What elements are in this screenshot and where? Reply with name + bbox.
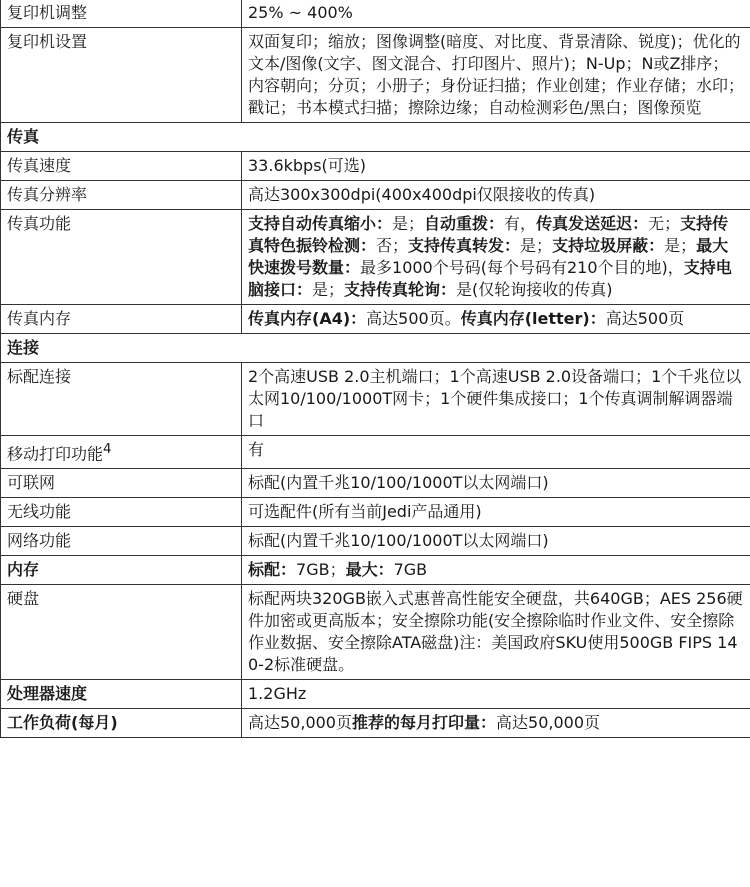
- row-label: 传真分辨率: [1, 181, 242, 210]
- row-label: 硬盘: [1, 585, 242, 680]
- feature-value: 是(仅轮询接收的传真): [456, 280, 613, 299]
- row-label: 传真内存: [1, 305, 242, 334]
- table-row: [1, 28, 750, 123]
- table-row: [1, 585, 750, 680]
- row-value: [242, 210, 750, 305]
- table-row: [1, 680, 750, 709]
- table-row: [1, 469, 750, 498]
- feature-key: 支持垃圾屏蔽：: [552, 236, 665, 255]
- section-title: 传真: [1, 123, 750, 152]
- row-value: 33.6kbps(可选): [242, 152, 750, 181]
- feature-key: 自动重拨：: [424, 214, 505, 233]
- memory-key: 传真内存(A4)：: [248, 309, 367, 328]
- table-row: [1, 305, 750, 334]
- row-label: [1, 436, 242, 469]
- table-row: [1, 709, 750, 738]
- label-text: 工作负荷(每月): [7, 713, 118, 733]
- row-label: 传真速度: [1, 152, 242, 181]
- feature-value: 是；: [664, 236, 697, 255]
- row-value: 1.2GHz: [242, 680, 750, 709]
- row-label: 复印机调整: [1, 0, 242, 28]
- memory-value: 7GB；: [296, 560, 346, 580]
- feature-key: 最大快速拨号数量：: [248, 236, 729, 277]
- row-value: [242, 709, 750, 738]
- feature-value: 是；: [312, 280, 345, 299]
- feature-value: 是；: [392, 214, 425, 233]
- table-row: [1, 436, 750, 469]
- section-header-fax: [1, 123, 750, 152]
- row-value: 可选配件(所有当前Jedi产品通用): [242, 498, 750, 527]
- row-value: 标配(内置千兆10/100/1000T以太网端口): [242, 527, 750, 556]
- section-header-connectivity: [1, 334, 750, 363]
- feature-value: 有，: [504, 214, 537, 233]
- memory-value: 高达500页。: [366, 309, 461, 328]
- memory-key: 标配：: [248, 560, 297, 580]
- memory-value: 7GB: [393, 560, 428, 580]
- label-text: 移动打印功能: [7, 444, 104, 464]
- duty-key: 推荐的每月打印量：: [352, 713, 497, 733]
- row-value: 标配两块320GB嵌入式惠普高性能安全硬盘，共640GB；AES 256硬件加密或更高版本；安全擦除功能(安全擦除临时作业文件、安全擦除作业数据、安全擦除ATA磁盘)注：美国政府SKU使用500GB FIPS 140-2标准硬盘。: [242, 585, 750, 680]
- memory-key: 最大：: [345, 560, 394, 580]
- feature-value: 最多1000个号码(每个号码有210个目的地)，: [360, 258, 684, 277]
- table-row: [1, 527, 750, 556]
- label-text: 处理器速度: [7, 684, 88, 704]
- table-row: [1, 210, 750, 305]
- row-label: 网络功能: [1, 527, 242, 556]
- row-value: 标配(内置千兆10/100/1000T以太网端口): [242, 469, 750, 498]
- memory-value: 高达500页: [605, 309, 685, 328]
- row-label: 传真功能: [1, 210, 242, 305]
- row-label: 可联网: [1, 469, 242, 498]
- row-value: 2个高速USB 2.0主机端口；1个高速USB 2.0设备端口；1个千兆位以太网10/100/1000T网卡；1个硬件集成接口；1个传真调制解调器端口: [242, 363, 750, 436]
- feature-value: 是；: [520, 236, 553, 255]
- row-label: 无线功能: [1, 498, 242, 527]
- footnote-marker: 4: [103, 442, 112, 457]
- feature-key: 支持电脑接口：: [248, 258, 732, 299]
- feature-key: 支持传真特色振铃检测：: [248, 214, 729, 255]
- row-value: 有: [242, 436, 750, 469]
- row-value: 高达300x300dpi(400x400dpi仅限接收的传真): [242, 181, 750, 210]
- table-row: [1, 152, 750, 181]
- feature-value: 无；: [648, 214, 681, 233]
- feature-value: 否；: [376, 236, 409, 255]
- row-value: 双面复印；缩放；图像调整(暗度、对比度、背景清除、锐度)；优化的文本/图像(文字、图文混合、打印图片、照片)；N-Up；N或Z排序；内容朝向；分页；小册子；身份证扫描；作业创建；作业存储；水印；戳记；书本模式扫描；擦除边缘；自动检测彩色/黑白；图像预览: [242, 28, 750, 123]
- row-value: [242, 305, 750, 334]
- row-label: [1, 709, 242, 738]
- row-label: [1, 556, 242, 585]
- table-row: [1, 363, 750, 436]
- row-value: 25% ~ 400%: [242, 0, 750, 28]
- label-text: 内存: [7, 560, 40, 580]
- feature-key: 支持自动传真缩小：: [248, 214, 393, 233]
- memory-key: 传真内存(letter)：: [460, 309, 606, 328]
- table-row: [1, 181, 750, 210]
- feature-key: 传真发送延迟：: [536, 214, 649, 233]
- row-label: 复印机设置: [1, 28, 242, 123]
- table-row: [1, 556, 750, 585]
- section-title: 连接: [1, 334, 750, 363]
- duty-value: 高达50,000页: [248, 713, 352, 733]
- duty-value: 高达50,000页: [496, 713, 601, 733]
- row-value: [242, 556, 750, 585]
- row-label: [1, 680, 242, 709]
- row-label: 标配连接: [1, 363, 242, 436]
- table-row: [1, 498, 750, 527]
- table-row: [1, 0, 750, 28]
- feature-key: 支持传真转发：: [408, 236, 521, 255]
- feature-key: 支持传真轮询：: [344, 280, 457, 299]
